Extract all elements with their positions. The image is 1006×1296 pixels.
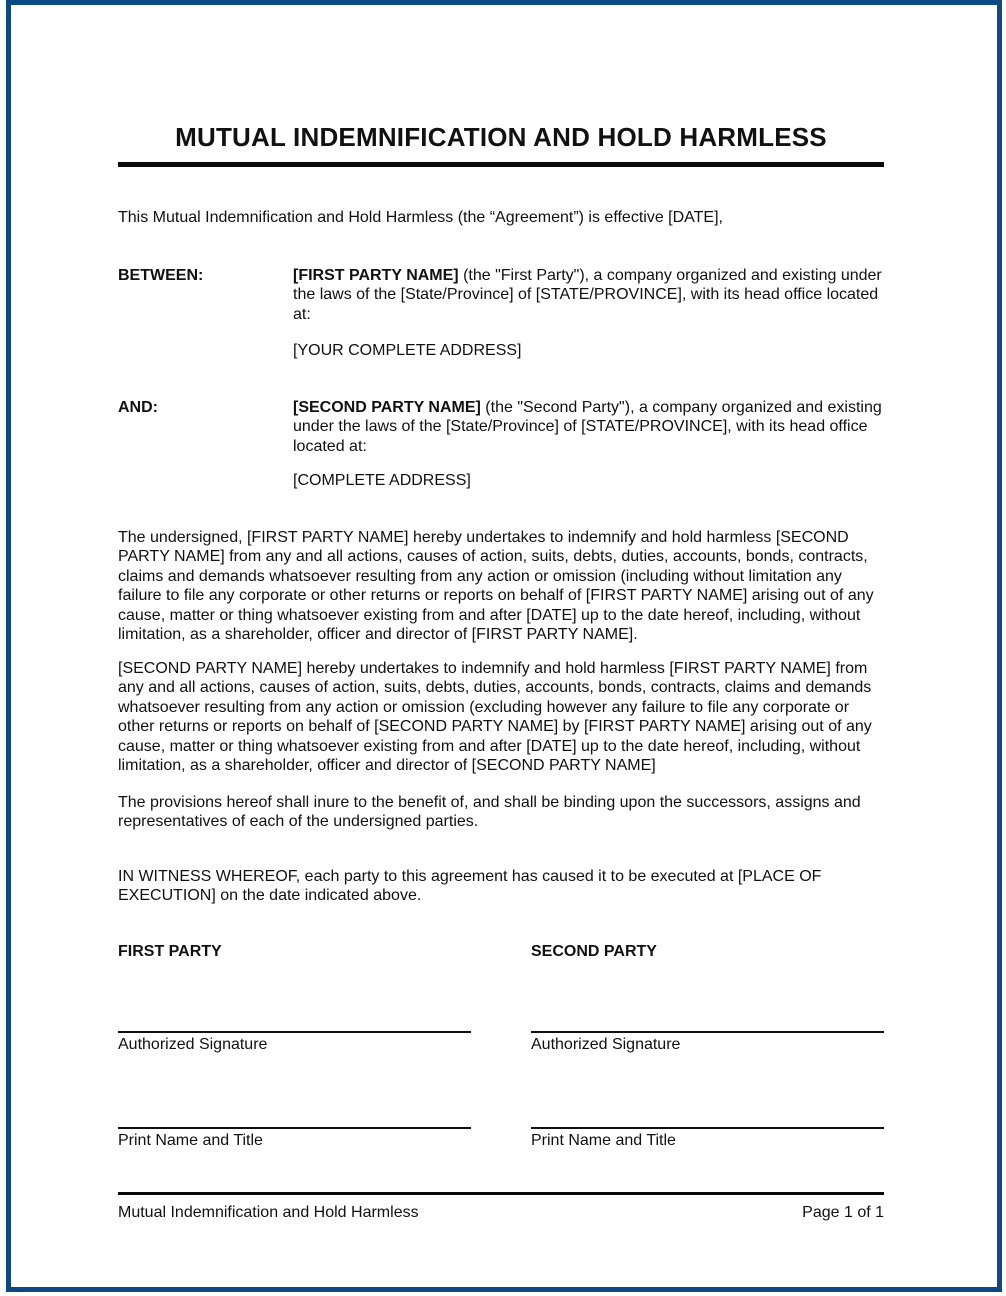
second-party-signature-block bbox=[531, 942, 884, 1151]
second-party-heading: SECOND PARTY bbox=[531, 942, 657, 960]
footer-document-name: Mutual Indemnification and Hold Harmless bbox=[118, 1204, 419, 1221]
first-party-address-placeholder: [YOUR COMPLETE ADDRESS] bbox=[293, 342, 522, 359]
intro-paragraph: This Mutual Indemnification and Hold Harmless (the “Agreement”) is effective [DATE], bbox=[118, 209, 723, 226]
first-party-print-name-line bbox=[118, 1127, 471, 1129]
first-party-signature-line bbox=[118, 1031, 471, 1033]
document-title: MUTUAL INDEMNIFICATION AND HOLD HARMLESS bbox=[175, 122, 827, 152]
and-label: AND: bbox=[118, 398, 158, 416]
and-party-row bbox=[118, 398, 884, 457]
indemnity-paragraph-first-party: The undersigned, [FIRST PARTY NAME] hereby undertakes to indemnify and hold harmless [SECOND PARTY NAME] from any and all actions, causes of action, suits, debts, duties, accounts, bonds, contracts, claims and demands whatsoever resulting from any action or omission (including without limitation any failure to file any corporate or other returns or reports on behalf of [FIRST PARTY NAME] arising out of any cause, matter or thing whatsoever existing from and after [DATE] up to the date hereof, including, without limitation, as a shareholder, officer and director of [FIRST PARTY NAME]. bbox=[118, 528, 874, 643]
first-party-heading: FIRST PARTY bbox=[118, 942, 222, 960]
second-party-print-name-label: Print Name and Title bbox=[531, 1131, 676, 1149]
first-party-print-name-label: Print Name and Title bbox=[118, 1131, 263, 1149]
second-party-signature-line bbox=[531, 1031, 884, 1033]
first-party-description-text: (the "First Party"), a company organized and existing under the laws of the [State/Province] of [STATE/PROVINCE], with its head office located at: bbox=[293, 266, 882, 323]
between-party-row bbox=[118, 266, 884, 325]
second-party-signature-label: Authorized Signature bbox=[531, 1036, 681, 1053]
first-party-signature-block bbox=[118, 942, 471, 1151]
second-party-print-name-line bbox=[531, 1127, 884, 1129]
between-label: BETWEEN: bbox=[118, 266, 204, 284]
first-party-signature-label: Authorized Signature bbox=[118, 1036, 268, 1053]
document-content bbox=[118, 0, 884, 1223]
second-party-description bbox=[293, 398, 884, 457]
second-party-address-placeholder: [COMPLETE ADDRESS] bbox=[293, 472, 471, 489]
indemnity-paragraph-second-party: [SECOND PARTY NAME] hereby undertakes to indemnify and hold harmless [FIRST PARTY NAME] from any and all actions, causes of action, suits, debts, duties, accounts, bonds, contracts, claims and demands whatsoever resulting from any action or omission (excluding however any failure to file any corporate or other returns or reports on behalf of [SECOND PARTY NAME] by [FIRST PARTY NAME] arising out of any cause, matter or thing whatsoever existing from and after [DATE] up to the date hereof, including, without limitation, as a shareholder, officer and director of [SECOND PARTY NAME] bbox=[118, 659, 872, 774]
second-party-description-text: (the "Second Party"), a company organized and existing under the laws of the [State/Province] of [STATE/PROVINCE], with its head office located at: bbox=[293, 398, 882, 455]
footer-page-number: Page 1 of 1 bbox=[802, 1204, 884, 1221]
title-rule bbox=[118, 162, 884, 167]
provisions-paragraph: The provisions hereof shall inure to the benefit of, and shall be binding upon the successors, assigns and representatives of each of the undersigned parties. bbox=[118, 793, 861, 830]
page-footer bbox=[118, 1192, 884, 1223]
signature-section bbox=[118, 942, 884, 1151]
first-party-name-placeholder: [FIRST PARTY NAME] bbox=[293, 266, 459, 284]
first-party-description bbox=[293, 266, 884, 325]
second-party-name-placeholder: [SECOND PARTY NAME] bbox=[293, 398, 481, 416]
witness-paragraph: IN WITNESS WHEREOF, each party to this agreement has caused it to be executed at [PLACE OF EXECUTION] on the date indicated above. bbox=[118, 867, 822, 904]
